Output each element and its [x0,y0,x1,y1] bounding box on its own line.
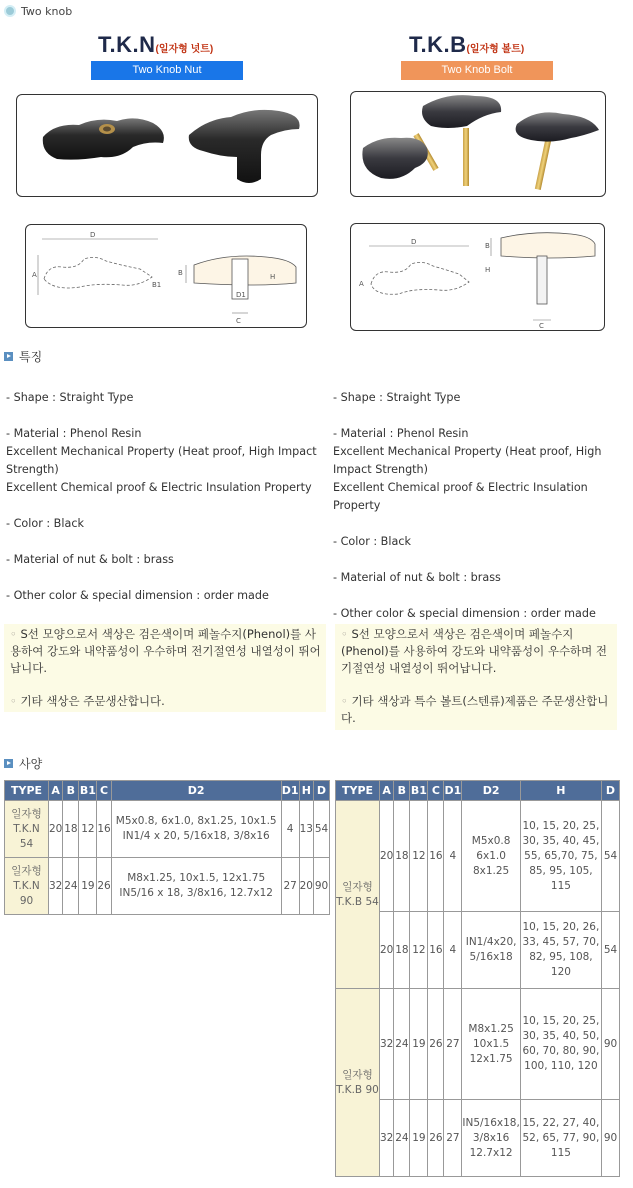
cell: 12 [410,912,428,989]
dim-label-b: B [178,269,183,277]
cell: M8x1.25, 10x1.5, 12x1.75 IN5/16 x 18, 3/8x16, 12.7x12 [111,858,281,915]
cell: 20 [380,801,394,912]
cell: 27 [444,989,462,1100]
cell: IN5/16x18, 3/8x16 12.7x12 [462,1100,520,1177]
cell: 90 [314,858,330,915]
col-a: A [49,781,63,801]
tkn-drawing-image [26,225,307,328]
features-right [333,389,623,623]
tkb-photo-image [351,92,606,197]
cell: 10, 15, 20, 25, 30, 35, 40, 45, 55, 65,70, 75, 85, 95, 105, 115 [520,801,601,912]
dim-label-d1: D1 [236,291,246,299]
feature-mechanical: Excellent Mechanical Property (Heat proof, High Impact Strength) [6,445,317,476]
section-arrow-icon [4,759,13,768]
col-d1: D1 [281,781,299,801]
tkb-dim-label-d: D [411,238,417,246]
tkb-code: T.K.B [409,32,467,57]
feature-color: - Color : Black [6,517,84,530]
tkb-drawing-image [351,224,605,331]
cell: 18 [63,801,79,858]
tkn-band: Two Knob Nut [91,61,243,80]
bullet-dot-icon: ◦ [10,627,21,641]
cell: 32 [380,1100,394,1177]
bullet-circle-icon [4,5,16,17]
cell: IN1/4x20, 5/16x18 [462,912,520,989]
tkb-band: Two Knob Bolt [401,61,553,80]
col-b1: B1 [79,781,97,801]
section-arrow-icon [4,352,13,361]
col-type: TYPE [336,781,380,801]
dim-label-b1: B1 [152,281,162,289]
col-d2: D2 [111,781,281,801]
features-heading [4,348,42,365]
page-header [4,3,72,19]
cell: 20 [380,912,394,989]
cell: 13 [299,801,313,858]
tkb-drawing [350,223,605,331]
tkb-korean-name: (일자형 볼트) [466,44,525,55]
dim-label-c: C [236,317,241,325]
tkn-drawing [25,224,307,328]
cell: 4 [444,912,462,989]
table-row [5,801,330,858]
feature-shape: - Shape : Straight Type [6,391,134,404]
tkb-dim-label-a: A [359,280,364,288]
feature-nut: - Material of nut & bolt : brass [6,553,174,566]
cell: 27 [444,1100,462,1177]
cell: 16 [97,801,111,858]
tkn-photo-image [17,95,318,197]
cell: 20 [299,858,313,915]
tkb-photo [350,91,606,197]
cell: 4 [281,801,299,858]
bullet-dot-icon: ◦ [10,694,21,708]
col-h: H [299,781,313,801]
tkb-dim-label-h: H [485,266,491,274]
feature-chemical-r: Excellent Chemical proof & Electric Insulation Property [333,481,588,512]
feature-shape-r: - Shape : Straight Type [333,391,461,404]
cell: 일자형 T.K.N 90 [5,858,49,915]
col-b: B [394,781,410,801]
cell: 27 [281,858,299,915]
cell: 90 [602,989,620,1100]
cell: 19 [410,1100,428,1177]
cell: 16 [428,801,444,912]
korean-order-right: 기타 색상과 특수 볼트(스텐류)제품은 주문생산합니다. [341,694,609,725]
cell: 32 [380,989,394,1100]
cell: 26 [428,1100,444,1177]
cell: 일자형 T.K.N 54 [5,801,49,858]
col-a: A [380,781,394,801]
cell: 24 [394,989,410,1100]
feature-mechanical-r: Excellent Mechanical Property (Heat proof, High Impact Strength) [333,445,602,476]
dim-label-a: A [32,271,37,279]
col-d2: D2 [462,781,520,801]
cell: 12 [410,801,428,912]
cell: 24 [63,858,79,915]
table-row [5,858,330,915]
table-row [336,989,620,1100]
feature-color-r: - Color : Black [333,535,411,548]
cell: 32 [49,858,63,915]
col-b: B [63,781,79,801]
col-c: C [97,781,111,801]
spec-heading [4,755,42,772]
korean-order-left: 기타 색상은 주문생산합니다. [20,694,165,708]
cell: 20 [49,801,63,858]
spec-title: 사양 [19,757,43,771]
dim-label-d: D [90,231,96,239]
page-title: Two knob [21,4,73,18]
col-b1: B1 [410,781,428,801]
table-header-row [5,781,330,801]
cell: 12 [79,801,97,858]
table-header-row [336,781,620,801]
col-d: D [602,781,620,801]
cell: 26 [97,858,111,915]
tkn-spec-table [4,780,330,915]
cell: 4 [444,801,462,912]
features-title: 특징 [19,350,43,364]
cell: M5x0.8 6x1.0 8x1.25 [462,801,520,912]
tkb-spec-table [335,780,620,1177]
tkn-header [98,32,248,58]
features-left [6,389,324,605]
cell: 54 [602,912,620,989]
tkn-photo [16,94,318,197]
bullet-dot-icon: ◦ [341,694,352,708]
cell: 24 [394,1100,410,1177]
tkb-dim-label-b: B [485,242,490,250]
korean-note-left [4,624,326,712]
cell: 16 [428,912,444,989]
feature-material: - Material : Phenol Resin [6,427,142,440]
cell: 19 [79,858,97,915]
cell: 18 [394,801,410,912]
col-d: D [314,781,330,801]
cell: 10, 15, 20, 25, 30, 35, 40, 50, 60, 70, 80, 90, 100, 110, 120 [520,989,601,1100]
dim-label-h: H [270,273,276,281]
cell: 26 [428,989,444,1100]
feature-nut-r: - Material of nut & bolt : brass [333,571,501,584]
col-type: TYPE [5,781,49,801]
tkb-header [409,32,569,58]
tkb-dim-label-c: C [539,322,544,330]
feature-other: - Other color & special dimension : order made [6,589,269,602]
feature-chemical: Excellent Chemical proof & Electric Insulation Property [6,481,312,494]
cell: 18 [394,912,410,989]
korean-desc-left: S선 모양으로서 색상은 검은색이며 페놀수지(Phenol)를 사용하여 강도와 내약품성이 우수하며 전기절연성 내열성이 뛰어납니다. [10,627,321,675]
col-d1: D1 [444,781,462,801]
cell: 54 [314,801,330,858]
col-c: C [428,781,444,801]
cell: 일자형 T.K.B 90 [336,989,380,1177]
cell: M5x0.8, 6x1.0, 8x1.25, 10x1.5 IN1/4 x 20, 5/16x18, 3/8x16 [111,801,281,858]
cell: 15, 22, 27, 40, 52, 65, 77, 90, 115 [520,1100,601,1177]
korean-note-right [335,624,617,730]
cell: 90 [602,1100,620,1177]
feature-other-r: - Other color & special dimension : order made [333,607,596,620]
bullet-dot-icon: ◦ [341,627,352,641]
cell: 54 [602,801,620,912]
table-row [336,801,620,912]
cell: 일자형 T.K.B 54 [336,801,380,989]
col-h: H [520,781,601,801]
tkn-code: T.K.N [98,32,156,57]
cell: M8x1.25 10x1.5 12x1.75 [462,989,520,1100]
korean-desc-right: S선 모양으로서 색상은 검은색이며 페놀수지(Phenol)를 사용하여 강도와 내약품성이 우수하며 전기절연성 내열성이 뛰어납니다. [341,627,608,675]
feature-material-r: - Material : Phenol Resin [333,427,469,440]
cell: 10, 15, 20, 26, 33, 45, 57, 70, 82, 95, 108, 120 [520,912,601,989]
cell: 19 [410,989,428,1100]
tkn-korean-name: (일자형 넛트) [155,44,214,55]
